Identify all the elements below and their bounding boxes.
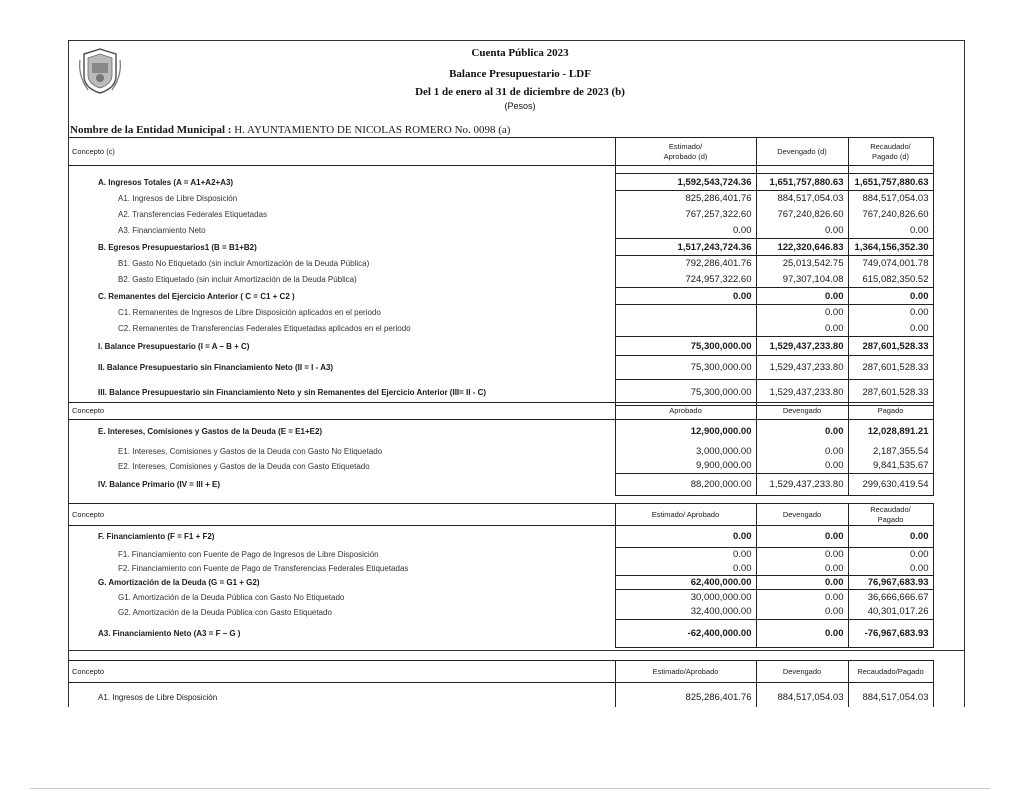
report-period: Del 1 de enero al 31 de diciembre de 2023 (b) <box>415 86 625 98</box>
table-cell-value: 36,666,666.67 <box>848 590 933 605</box>
table-cell-label: Concepto <box>68 661 615 683</box>
report-title: Cuenta Pública 2023 <box>471 47 569 59</box>
table-row <box>68 272 933 288</box>
table-cell-label: A1. Ingresos de Libre Disposición <box>98 693 218 702</box>
table-cell-value: 1,592,543,724.36 <box>615 174 756 191</box>
table-cell-value: 0.00 <box>848 321 933 337</box>
table-cell-label: IV. Balance Primario (IV = III + E) <box>98 480 220 489</box>
table-cell-value: 1,529,437,233.80 <box>756 356 848 380</box>
table-cell-value: 0.00 <box>848 548 933 562</box>
table-cell-label: A. Ingresos Totales (A = A1+A2+A3) <box>98 177 234 187</box>
table-cell-value: 825,286,401.76 <box>615 191 756 207</box>
table-row <box>68 239 933 256</box>
table-cell-value: Devengado <box>756 661 848 683</box>
financing-table <box>68 503 934 648</box>
table-cell-value: 0.00 <box>756 459 848 474</box>
table-row <box>68 562 933 576</box>
table-cell-value: Pagado <box>848 403 933 420</box>
table-cell-value: 825,286,401.76 <box>615 689 756 707</box>
table-header <box>68 403 933 420</box>
table-cell-value: 1,517,243,724.36 <box>615 239 756 256</box>
table-cell-value: 0.00 <box>615 223 756 239</box>
table-cell-value: 767,240,826.60 <box>756 207 848 223</box>
table-cell-value: 299,630,419.54 <box>848 474 933 496</box>
table-row <box>68 305 933 321</box>
table-cell-value: Recaudado/Pagado <box>848 661 933 683</box>
table-cell-value: 75,300,000.00 <box>615 356 756 380</box>
table-cell-value: Devengado <box>756 504 848 526</box>
table-cell-value: 0.00 <box>848 305 933 321</box>
table-cell-label: C2. Remanentes de Transferencias Federales Etiquetadas aplicados en el periodo <box>118 324 411 333</box>
report-units: (Pesos) <box>504 101 536 111</box>
table-cell-value: 76,967,683.93 <box>848 576 933 590</box>
table-cell-value: 0.00 <box>615 526 756 548</box>
table-cell-value: 12,028,891.21 <box>848 420 933 444</box>
table-cell-value: 767,240,826.60 <box>848 207 933 223</box>
table-cell-value: 30,000,000.00 <box>615 590 756 605</box>
table-cell-value: 9,841,535.67 <box>848 459 933 474</box>
table-cell-value: 40,301,017.26 <box>848 605 933 620</box>
table-cell-value: 0.00 <box>756 576 848 590</box>
table-cell-value: 0.00 <box>756 420 848 444</box>
table-cell-label <box>68 166 615 174</box>
table-cell-label: F2. Financiamiento con Fuente de Pago de Transferencias Federales Etiquetadas <box>118 564 409 573</box>
table-cell-value: 724,957,322.60 <box>615 272 756 288</box>
table-cell-value: 25,013,542.75 <box>756 256 848 272</box>
table-row <box>68 256 933 272</box>
table-row <box>68 590 933 605</box>
table-cell-value: 0.00 <box>615 288 756 305</box>
table-row <box>68 444 933 459</box>
table-cell-value: 9,900,000.00 <box>615 459 756 474</box>
table-cell-value: -62,400,000.00 <box>615 620 756 648</box>
table-cell-value: Aprobado <box>615 403 756 420</box>
table-cell-value: 12,900,000.00 <box>615 420 756 444</box>
table-cell-value: 32,400,000.00 <box>615 605 756 620</box>
table-cell-label: F1. Financiamiento con Fuente de Pago de Ingresos de Libre Disposición <box>118 550 379 559</box>
table-cell-label: E. Intereses, Comisiones y Gastos de la Deuda (E = E1+E2) <box>98 427 323 437</box>
table-cell-label: B. Egresos Presupuestarios1 (B = B1+B2) <box>98 242 257 252</box>
table-cell-value: 0.00 <box>848 288 933 305</box>
col-concepto: Concepto (c) <box>68 138 615 166</box>
col-devengado: Devengado (d) <box>756 138 848 166</box>
table-row <box>68 321 933 337</box>
table-row <box>68 474 933 496</box>
table-cell-value: 792,286,401.76 <box>615 256 756 272</box>
table-cell-value: 0.00 <box>756 288 848 305</box>
table-row <box>68 605 933 620</box>
table-cell-value: Recaudado/ Pagado <box>848 504 933 526</box>
table-cell-label: B1. Gasto No Etiquetado (sin incluir Amortización de la Deuda Pública) <box>118 259 370 268</box>
table-row <box>68 576 933 590</box>
table-cell-value: 0.00 <box>848 526 933 548</box>
report-subtitle: Balance Presupuestario - LDF <box>449 68 591 80</box>
free-disposal-income-table <box>68 660 934 707</box>
table-cell-value: 75,300,000.00 <box>615 380 756 406</box>
table-cell-value: 287,601,528.33 <box>848 380 933 406</box>
table-cell-value: 0.00 <box>615 548 756 562</box>
table-cell-value: 2,187,355.54 <box>848 444 933 459</box>
table-cell-label: A1. Ingresos de Libre Disposición <box>118 194 238 203</box>
table-row <box>68 620 933 648</box>
table-cell-value: 615,082,350.52 <box>848 272 933 288</box>
table-cell-label: II. Balance Presupuestario sin Financiamiento Neto (II = I - A3) <box>98 363 334 372</box>
table-cell-value: 287,601,528.33 <box>848 337 933 356</box>
table-header <box>68 138 933 166</box>
table-cell-value: 1,364,156,352.30 <box>848 239 933 256</box>
table-cell-value: 749,074,001.78 <box>848 256 933 272</box>
table-row <box>68 420 933 444</box>
table-cell-value <box>615 305 756 321</box>
table-cell-value: 88,200,000.00 <box>615 474 756 496</box>
table-row <box>68 191 933 207</box>
table-cell-value: 884,517,054.03 <box>848 191 933 207</box>
table-cell-value: 1,651,757,880.63 <box>848 174 933 191</box>
table-cell-value: 767,257,322.60 <box>615 207 756 223</box>
table-cell-value: 0.00 <box>756 305 848 321</box>
table-row <box>68 174 933 191</box>
table-header <box>68 504 933 526</box>
table-cell-value: 0.00 <box>848 223 933 239</box>
table-cell-label: III. Balance Presupuestario sin Financiamiento Neto y sin Remanentes del Ejercicio Anterior (III= II - C) <box>98 388 487 397</box>
table-cell-label: G2. Amortización de la Deuda Pública con Gasto Etiquetado <box>118 607 332 617</box>
table-cell-value <box>848 166 933 174</box>
table-cell-value: 1,651,757,880.63 <box>756 174 848 191</box>
table-cell-label: A3. Financiamiento Neto <box>118 226 206 235</box>
table-cell-label: A3. Financiamiento Neto (A3 = F – G ) <box>98 629 241 638</box>
entity-label: Nombre de la Entidad Municipal : <box>70 124 232 136</box>
table-row <box>68 689 933 707</box>
table-cell-value: -76,967,683.93 <box>848 620 933 648</box>
table-row <box>68 356 933 380</box>
table-cell-value: 1,529,437,233.80 <box>756 474 848 496</box>
table-cell-label: A2. Transferencias Federales Etiquetadas <box>118 210 267 219</box>
table-cell-label: F. Financiamiento (F = F1 + F2) <box>98 532 215 542</box>
table-cell-value <box>756 166 848 174</box>
table-cell-value: 1,529,437,233.80 <box>756 337 848 356</box>
table-cell-value <box>615 321 756 337</box>
section-divider <box>68 650 964 651</box>
table-cell-value: Devengado <box>756 403 848 420</box>
table-row <box>68 548 933 562</box>
budget-balance-table <box>68 137 934 406</box>
table-cell-label: C1. Remanentes de Ingresos de Libre Disposición aplicados en el periodo <box>118 308 381 317</box>
col-estimado: Estimado/ Aprobado (d) <box>615 138 756 166</box>
page-bottom-line <box>30 788 990 789</box>
table-cell-value: 0.00 <box>756 620 848 648</box>
table-cell-value: 0.00 <box>756 444 848 459</box>
table-cell-value: 62,400,000.00 <box>615 576 756 590</box>
table-cell-value: 0.00 <box>848 562 933 576</box>
table-cell-value: 287,601,528.33 <box>848 356 933 380</box>
table-cell-value <box>615 166 756 174</box>
table-cell-value: 3,000,000.00 <box>615 444 756 459</box>
municipal-seal-icon <box>78 46 122 96</box>
table-cell-value: 884,517,054.03 <box>848 689 933 707</box>
entity-name: H. AYUNTAMIENTO DE NICOLAS ROMERO No. 0098 (a) <box>234 124 511 136</box>
table-cell-label: Concepto <box>68 504 615 526</box>
table-row <box>68 526 933 548</box>
table-cell-value: Estimado/Aprobado <box>615 661 756 683</box>
table-cell-value: 122,320,646.83 <box>756 239 848 256</box>
table-row <box>68 207 933 223</box>
table-cell-value: 0.00 <box>756 605 848 620</box>
table-cell-label: I. Balance Presupuestario (I = A – B + C) <box>98 341 250 351</box>
table-cell-value: 0.00 <box>756 321 848 337</box>
table-cell-value: 0.00 <box>615 562 756 576</box>
table-cell-label: B2. Gasto Etiquetado (sin incluir Amortización de la Deuda Pública) <box>118 275 357 284</box>
table-cell-value: 0.00 <box>756 526 848 548</box>
table-cell-value: 0.00 <box>756 548 848 562</box>
table-cell-value: 97,307,104.08 <box>756 272 848 288</box>
table-cell-value: 884,517,054.03 <box>756 191 848 207</box>
table-cell-value: 75,300,000.00 <box>615 337 756 356</box>
table-header <box>68 661 933 683</box>
table-row <box>68 223 933 239</box>
entity-line <box>70 124 510 136</box>
table-cell-label: E1. Intereses, Comisiones y Gastos de la Deuda con Gasto No Etiquetado <box>118 446 383 456</box>
table-cell-value: Estimado/ Aprobado <box>615 504 756 526</box>
col-recaudado: Recaudado/ Pagado (d) <box>848 138 933 166</box>
table-cell-label: C. Remanentes del Ejercicio Anterior ( C = C1 + C2 ) <box>98 291 295 301</box>
table-cell-value: 0.00 <box>756 223 848 239</box>
table-cell-label: E2. Intereses, Comisiones y Gastos de la Deuda con Gasto Etiquetado <box>118 461 370 471</box>
table-cell-label: G1. Amortización de la Deuda Pública con Gasto No Etiquetado <box>118 592 345 602</box>
table-cell-value: 1,529,437,233.80 <box>756 380 848 406</box>
table-cell-label: Concepto <box>68 403 615 420</box>
table-cell-value: 0.00 <box>756 590 848 605</box>
table-cell-label: G. Amortización de la Deuda (G = G1 + G2) <box>98 578 260 587</box>
table-row <box>68 288 933 305</box>
debt-interest-table <box>68 402 934 496</box>
table-row <box>68 337 933 356</box>
table-row <box>68 459 933 474</box>
table-cell-value: 884,517,054.03 <box>756 689 848 707</box>
table-cell-value: 0.00 <box>756 562 848 576</box>
